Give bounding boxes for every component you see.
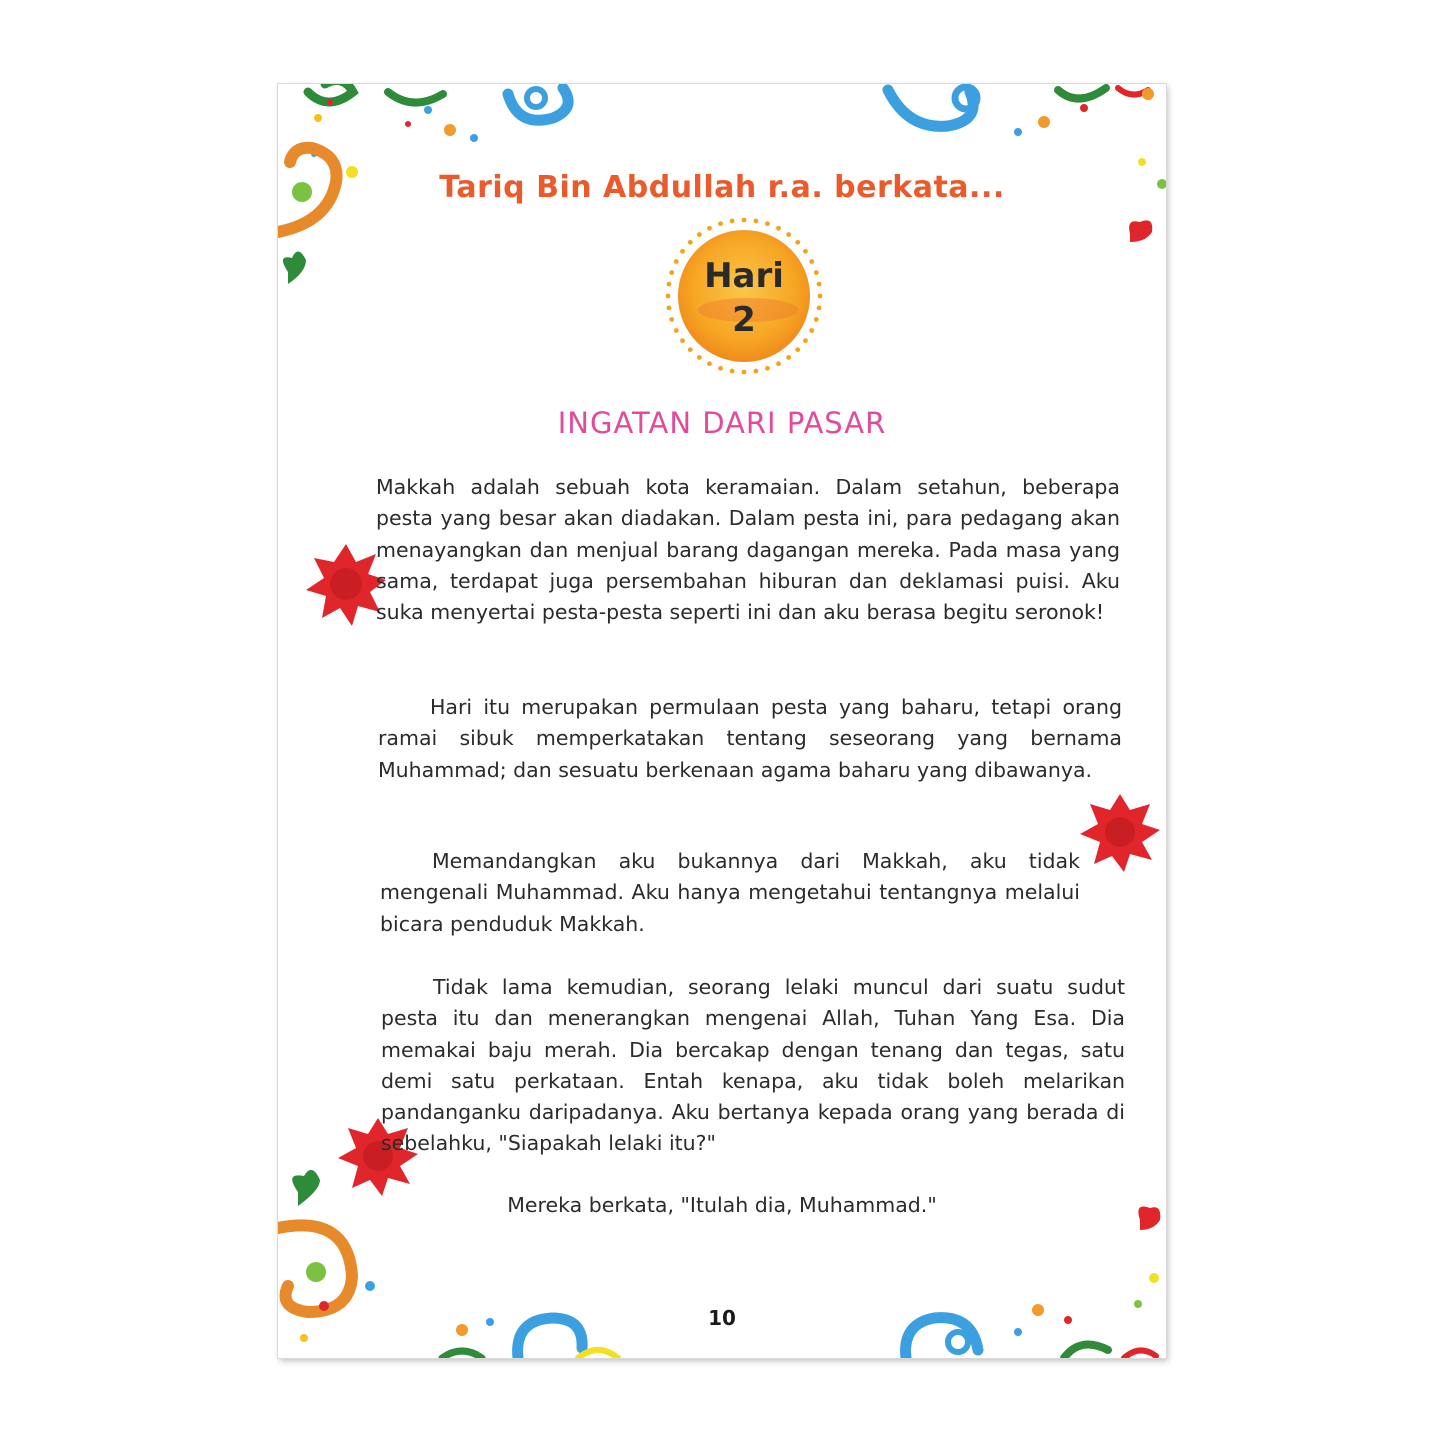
story-paragraph-1: Makkah adalah sebuah kota keramaian. Dalam setahun, beberapa pesta yang besar akan diadakan. Dalam pesta ini, para pedagang akan menayangkan dan menjual barang dagangan mereka. Pada masa yang sama, terdapat juga persembahan hiburan dan deklamasi puisi. Aku suka menyertai pesta-pesta seperti ini dan aku berasa begitu seronok! [376, 475, 1120, 625]
day-badge-word: Hari [704, 256, 784, 296]
page-number: 10 [708, 1306, 736, 1330]
sun-ring-dot [680, 249, 685, 254]
story-paragraph-5: Mereka berkata, "Itulah dia, Muhammad." [507, 1193, 937, 1217]
sun-ring-dot [776, 226, 781, 231]
sun-ring-dot [753, 219, 758, 224]
swirl-bottom-left [278, 1225, 352, 1312]
story-paragraph-3: Memandangkan aku bukannya dari Makkah, aku tidak mengenali Muhammad. Aku hanya mengetahui tentangnya melalui bicara penduduk Makkah. [380, 849, 1080, 936]
sun-ring-dot [742, 218, 747, 223]
sun-ring-dot [730, 219, 735, 224]
sun-ring-dot [795, 240, 800, 245]
sun-ring-dot [688, 240, 693, 245]
swirl-top-right [888, 87, 1148, 126]
sun-ring-dot [742, 370, 747, 375]
red-flower-right [1080, 794, 1160, 872]
sun-ring-dot [765, 366, 770, 371]
sun-ring-dot [803, 249, 808, 254]
sun-ring-dot [730, 369, 735, 374]
heart-left-upper [283, 251, 306, 284]
day-badge-label [664, 254, 824, 342]
sun-ring-dot [688, 347, 693, 352]
sun-ring-dot [753, 369, 758, 374]
sun-ring-dot [718, 221, 723, 226]
sun-ring-dot [795, 347, 800, 352]
day-badge-number: 2 [732, 300, 756, 340]
sun-ring-dot [776, 361, 781, 366]
sun-ring-dot [707, 361, 712, 366]
sun-ring-dot [786, 355, 791, 360]
sun-ring-dot [765, 221, 770, 226]
sun-ring-dot [707, 226, 712, 231]
sun-ring-dot [697, 232, 702, 237]
sun-ring-dot [786, 232, 791, 237]
red-flower-left-upper [306, 544, 386, 626]
chapter-title: INGATAN DARI PASAR [557, 406, 887, 440]
heart-right-upper [1129, 220, 1152, 242]
story-paragraph-4: Tidak lama kemudian, seorang lelaki muncul dari suatu sudut pesta itu dan menerangkan mengenai Allah, Tuhan Yang Esa. Dia memakai baju merah. Dia bercakap dengan tenang dan tegas, satu demi satu perkataan. Entah kenapa, aku tidak boleh melarikan pandanganku daripadanya. Aku bertanya kepada orang yang berada di sebelahku, "Siapakah lelaki itu?" [381, 975, 1125, 1156]
swirl-top-left [308, 84, 568, 120]
story-heading: Tariq Bin Abdullah r.a. berkata... [439, 170, 1005, 205]
sun-ring-dot [697, 355, 702, 360]
story-paragraph-2: Hari itu merupakan permulaan pesta yang baharu, tetapi orang ramai sibuk memperkatakan tentang seseorang yang bernama Muhammad; dan sesuatu berkenaan agama baharu yang dibawanya. [378, 695, 1122, 782]
sun-ring-dot [718, 366, 723, 371]
book-page [278, 84, 1166, 1358]
